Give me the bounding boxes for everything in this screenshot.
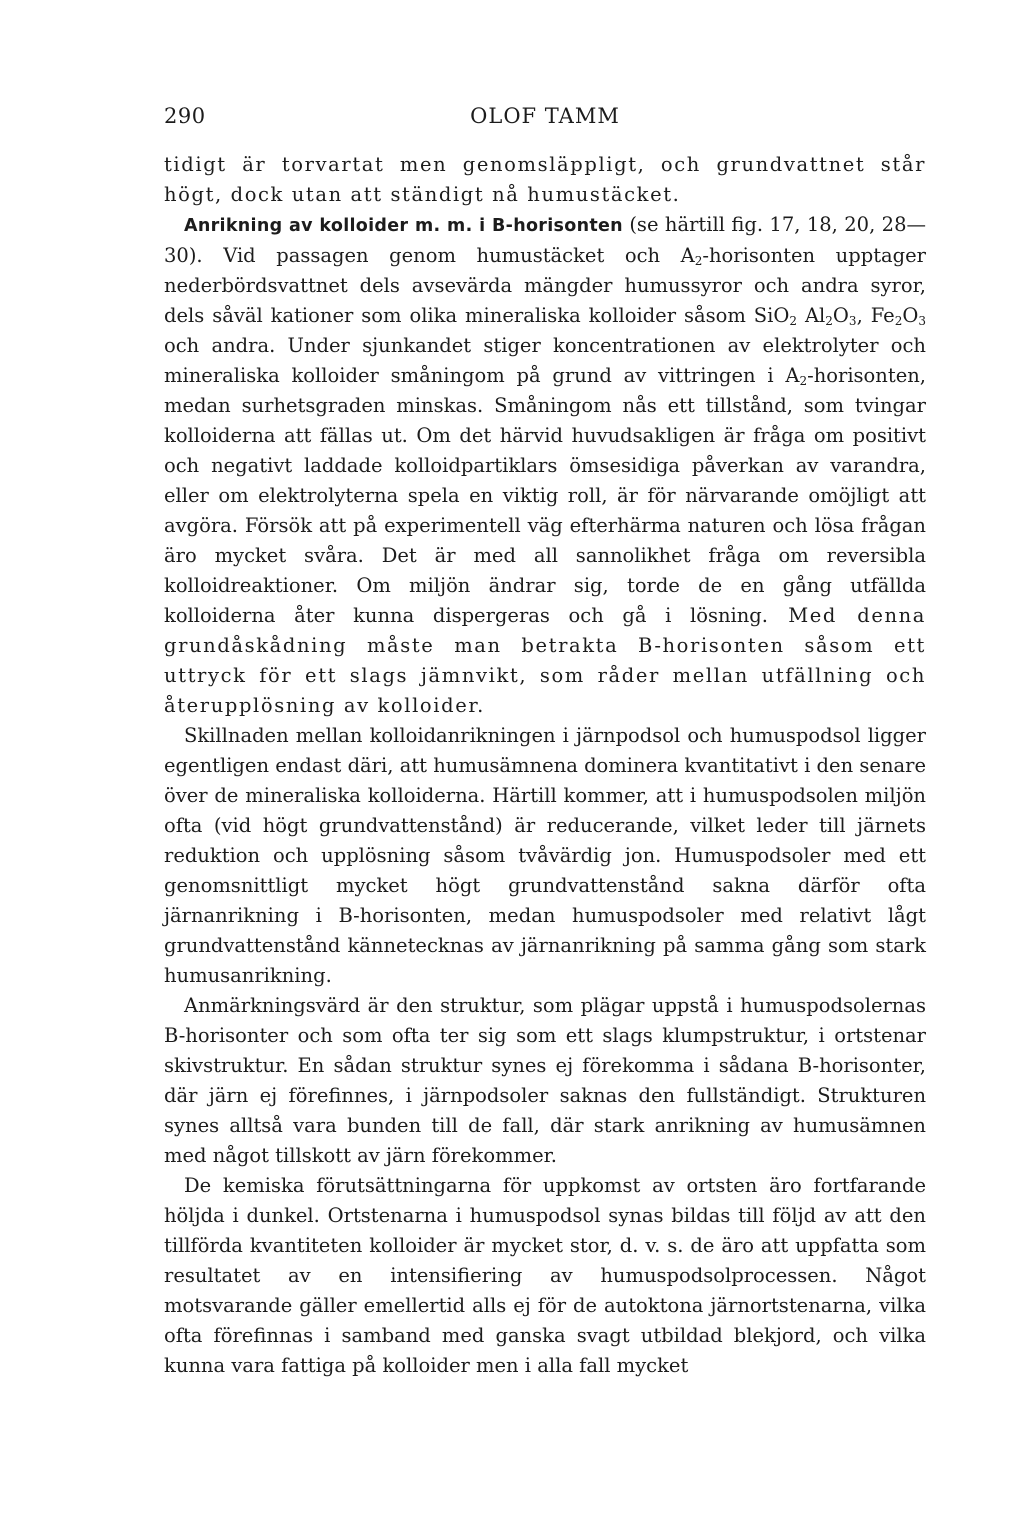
paragraph-3: Skillnaden mellan kolloidanrikningen i järnpodsol och humuspodsol ligger egentligen endast däri, att humusämnena dominera kvantitativt i den senare över de mineraliska kolloiderna. Härtill kommer, att i humuspodsolen miljön ofta (vid högt grundvattenstånd) är reducerande, vilket leder till järnets reduktion och upplösning såsom tvåvärdig jon. Humuspodsoler med ett genomsnittligt mycket högt grundvattenstånd sakna därför ofta järnanrikning i B-horisonten, medan humuspodsoler med relativt lågt grundvattenstånd kännetecknas av järnanrikning på samma gång som stark humusanrikning. bbox=[164, 724, 926, 987]
paragraph-1: tidigt är torvartat men genomsläppligt, och grundvattnet står högt, dock utan att ständigt nå humustäcket. bbox=[164, 153, 926, 206]
emphasized-sentence: Med denna grundåskådning måste man betrakta B-horisonten såsom ett uttryck för ett slags jämnvikt, som råder mellan utfällning och återupplösning av kolloider. bbox=[164, 604, 927, 717]
page bbox=[164, 104, 926, 1381]
section-heading: Anrikning av kolloider m. m. i B-horisonten bbox=[184, 216, 623, 236]
running-head bbox=[164, 104, 926, 138]
paragraph-2: Anrikning av kolloider m. m. i B-horisonten (se härtill fig. 17, 18, 20, 28—30). Vid passagen genom humustäcket och $A_2$-horisonten upptager nederbördsvattnet dels avsevärda mängder humussyror och andra syror, dels såväl kationer som olika mineraliska kolloider såsom SiO$_2$ $Al_2O_3$, $Fe_2O_3$ och andra. Under sjunkandet stiger koncentrationen av elektrolyter och mineraliska kolloider småningom på grund av vittringen i $A_2$-horisonten, medan surhetsgraden minskas. Småningom nås ett tillstånd, som tvingar kolloiderna att fällas ut. Om det härvid huvudsakligen är fråga om positivt och negativt laddade kolloidpartiklars ömsesidiga påverkan av varandra, eller om elektrolyterna spela en viktig roll, är för närvarande omöjligt att avgöra. Försök att på experimentell väg efterhärma naturen och lösa frågan äro mycket svåra. Det är med all sannolikhet fråga om reversibla kolloidreaktioner. Om miljön ändrar sig, torde de en gång utfällda kolloiderna åter kunna dispergeras och gå i lösning. Med denna grundåskådning måste man betrakta B-horisonten såsom ett uttryck för ett slags jämnvikt, som råder mellan utfällning och återupplösning av kolloider. bbox=[164, 213, 927, 717]
page-number: 290 bbox=[164, 104, 206, 128]
running-title: OLOF TAMM bbox=[470, 104, 620, 128]
paragraph-4: Anmärkningsvärd är den struktur, som plägar uppstå i humuspodsolernas B-horisonter och som ofta ter sig som ett slags klumpstruktur, i ortstenar skivstruktur. En sådan struktur synes ej förekomma i sådana B-horisonter, där järn ej förefinnes, i järnpodsoler saknas den fullständigt. Strukturen synes alltså vara bunden till de fall, där stark anrikning av humusämnen med något tillskott av järn förekommer. bbox=[164, 994, 926, 1167]
paragraph-5: De kemiska förutsättningarna för uppkomst av ortsten äro fortfarande höljda i dunkel. Ortstenarna i humuspodsol synas bildas till följd av att den tillförda kvantiteten kolloider är mycket stor, d. v. s. de äro att uppfatta som resultatet av en intensifiering av humuspodsolprocessen. Något motsvarande gäller emellertid alls ej för de autoktona järnortstenarna, vilka ofta förefinnas i samband med ganska svagt utbildad blekjord, och vilka kunna vara fattiga på kolloider men i alla fall mycket bbox=[164, 1174, 926, 1377]
body-text bbox=[164, 150, 926, 1381]
